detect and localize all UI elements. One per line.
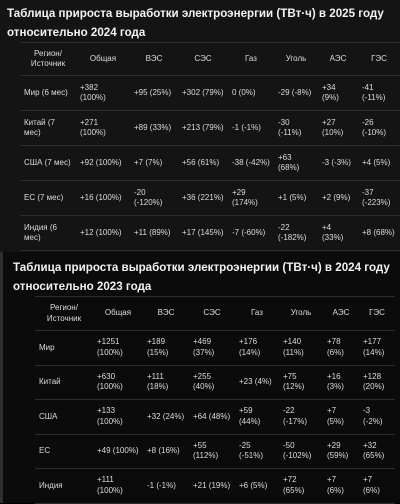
cell-wind: +32 (24%) <box>143 400 189 435</box>
header-gas: Газ <box>235 297 279 331</box>
cell-nuclear: +78 (6%) <box>323 331 359 366</box>
cell-hydro: +32 (65%) <box>359 434 395 469</box>
cell-gas: -38 (-42%) <box>228 146 274 181</box>
header-hydro: ГЭС <box>359 297 395 331</box>
table-2025-title: Таблица прироста выработки электроэнергии (ТВт·ч) в 2025 году относительно 2024 года <box>7 7 384 39</box>
cell-solar: +255 (40%) <box>189 365 235 400</box>
cell-solar: +17 (145%) <box>178 216 228 251</box>
cell-coal: -22 (-17%) <box>279 400 323 435</box>
cell-total: +133 (100%) <box>93 400 143 435</box>
table-row <box>35 434 395 469</box>
cell-nuclear: +4 (33%) <box>318 216 358 251</box>
table-row <box>20 111 400 146</box>
cell-total: +12 (100%) <box>76 216 130 251</box>
cell-coal: +140 (11%) <box>279 331 323 366</box>
table-row <box>35 469 395 504</box>
cell-hydro: -26 (-10%) <box>358 111 400 146</box>
header-hydro: ГЭС <box>358 43 400 76</box>
cell-nuclear: +7 (5%) <box>323 400 359 435</box>
cell-wind: +189 (15%) <box>143 331 189 366</box>
cell-coal: -50 (-102%) <box>279 434 323 469</box>
cell-gas: -1 (-1%) <box>228 111 274 146</box>
table-row <box>20 76 400 111</box>
header-region: Регион/ Источник <box>20 43 76 76</box>
cell-coal: +75 (12%) <box>279 365 323 400</box>
header-wind: ВЭС <box>143 297 189 331</box>
cell-hydro: +7 (6%) <box>359 469 395 504</box>
cell-nuclear: +34 (9%) <box>318 76 358 111</box>
cell-total: +111 (100%) <box>93 469 143 504</box>
cell-region: ЕС (7 мес) <box>20 181 76 216</box>
cell-region: ЕС <box>35 434 93 469</box>
cell-hydro: +128 (20%) <box>359 365 395 400</box>
cell-coal: -30 (-11%) <box>274 111 318 146</box>
cell-solar: +36 (221%) <box>178 181 228 216</box>
cell-solar: +55 (112%) <box>189 434 235 469</box>
header-solar: СЭС <box>189 297 235 331</box>
cell-coal: -29 (-8%) <box>274 76 318 111</box>
cell-total: +382 (100%) <box>76 76 130 111</box>
cell-nuclear: +29 (59%) <box>323 434 359 469</box>
cell-region: США <box>35 400 93 435</box>
cell-gas: +6 (5%) <box>235 469 279 504</box>
cell-region: Индия <box>35 469 93 504</box>
header-coal: Уголь <box>279 297 323 331</box>
cell-hydro: -3 (-2%) <box>359 400 395 435</box>
table-row <box>35 365 395 400</box>
cell-nuclear: +7 (6%) <box>323 469 359 504</box>
cell-total: +92 (100%) <box>76 146 130 181</box>
table-row <box>35 331 395 366</box>
table-header-row <box>35 297 395 331</box>
header-nuclear: АЭС <box>318 43 358 76</box>
cell-total: +630 (100%) <box>93 365 143 400</box>
cell-region: Индия (6 мес) <box>20 216 76 251</box>
cell-region: Мир (6 мес) <box>20 76 76 111</box>
cell-solar: +302 (79%) <box>178 76 228 111</box>
cell-coal: -22 (-182%) <box>274 216 318 251</box>
table-2025 <box>20 42 400 251</box>
cell-total: +271 (100%) <box>76 111 130 146</box>
cell-region: Китай <box>35 365 93 400</box>
cell-gas: +59 (44%) <box>235 400 279 435</box>
cell-hydro: +177 (14%) <box>359 331 395 366</box>
cell-wind: +8 (16%) <box>143 434 189 469</box>
cell-nuclear: +2 (9%) <box>318 181 358 216</box>
table-2024 <box>35 296 395 504</box>
header-total: Общая <box>76 43 130 76</box>
table-header-row <box>20 43 400 76</box>
table-row <box>20 146 400 181</box>
cell-solar: +64 (48%) <box>189 400 235 435</box>
cell-wind: +89 (33%) <box>130 111 178 146</box>
table-2024-title: Таблица прироста выработки электроэнергии (ТВт·ч) в 2024 году относительно 2023 года <box>13 261 390 293</box>
table-row <box>20 216 400 251</box>
cell-region: Мир <box>35 331 93 366</box>
cell-nuclear: +27 (10%) <box>318 111 358 146</box>
cell-total: +16 (100%) <box>76 181 130 216</box>
cell-nuclear: -3 (-3%) <box>318 146 358 181</box>
cell-region: Китай (7 мес) <box>20 111 76 146</box>
header-coal: Уголь <box>274 43 318 76</box>
header-total: Общая <box>93 297 143 331</box>
cell-wind: -1 (-1%) <box>143 469 189 504</box>
header-nuclear: АЭС <box>323 297 359 331</box>
cell-coal: +72 (65%) <box>279 469 323 504</box>
cell-nuclear: +16 (3%) <box>323 365 359 400</box>
cell-total: +49 (100%) <box>93 434 143 469</box>
header-solar: СЭС <box>178 43 228 76</box>
cell-gas: -25 (-51%) <box>235 434 279 469</box>
table-row <box>20 181 400 216</box>
cell-hydro: -41 (-11%) <box>358 76 400 111</box>
cell-gas: +23 (4%) <box>235 365 279 400</box>
table-row <box>35 400 395 435</box>
cell-wind: -20 (-120%) <box>130 181 178 216</box>
cell-hydro: +4 (5%) <box>358 146 400 181</box>
cell-coal: +63 (68%) <box>274 146 318 181</box>
cell-wind: +7 (7%) <box>130 146 178 181</box>
header-region: Регион/ Источник <box>35 297 93 331</box>
cell-gas: +176 (14%) <box>235 331 279 366</box>
cell-hydro: -37 (-223%) <box>358 181 400 216</box>
cell-coal: +1 (5%) <box>274 181 318 216</box>
header-wind: ВЭС <box>130 43 178 76</box>
cell-solar: +213 (79%) <box>178 111 228 146</box>
cell-solar: +469 (37%) <box>189 331 235 366</box>
cell-wind: +95 (25%) <box>130 76 178 111</box>
cell-hydro: +8 (68%) <box>358 216 400 251</box>
cell-wind: +11 (89%) <box>130 216 178 251</box>
cell-wind: +111 (18%) <box>143 365 189 400</box>
header-gas: Газ <box>228 43 274 76</box>
cell-gas: 0 (0%) <box>228 76 274 111</box>
cell-gas: +29 (174%) <box>228 181 274 216</box>
cell-solar: +56 (61%) <box>178 146 228 181</box>
cell-region: США (7 мес) <box>20 146 76 181</box>
left-accent-bar <box>0 252 3 503</box>
cell-solar: +21 (19%) <box>189 469 235 504</box>
table-2024-block <box>0 252 400 503</box>
cell-total: +1251 (100%) <box>93 331 143 366</box>
cell-gas: -7 (-60%) <box>228 216 274 251</box>
